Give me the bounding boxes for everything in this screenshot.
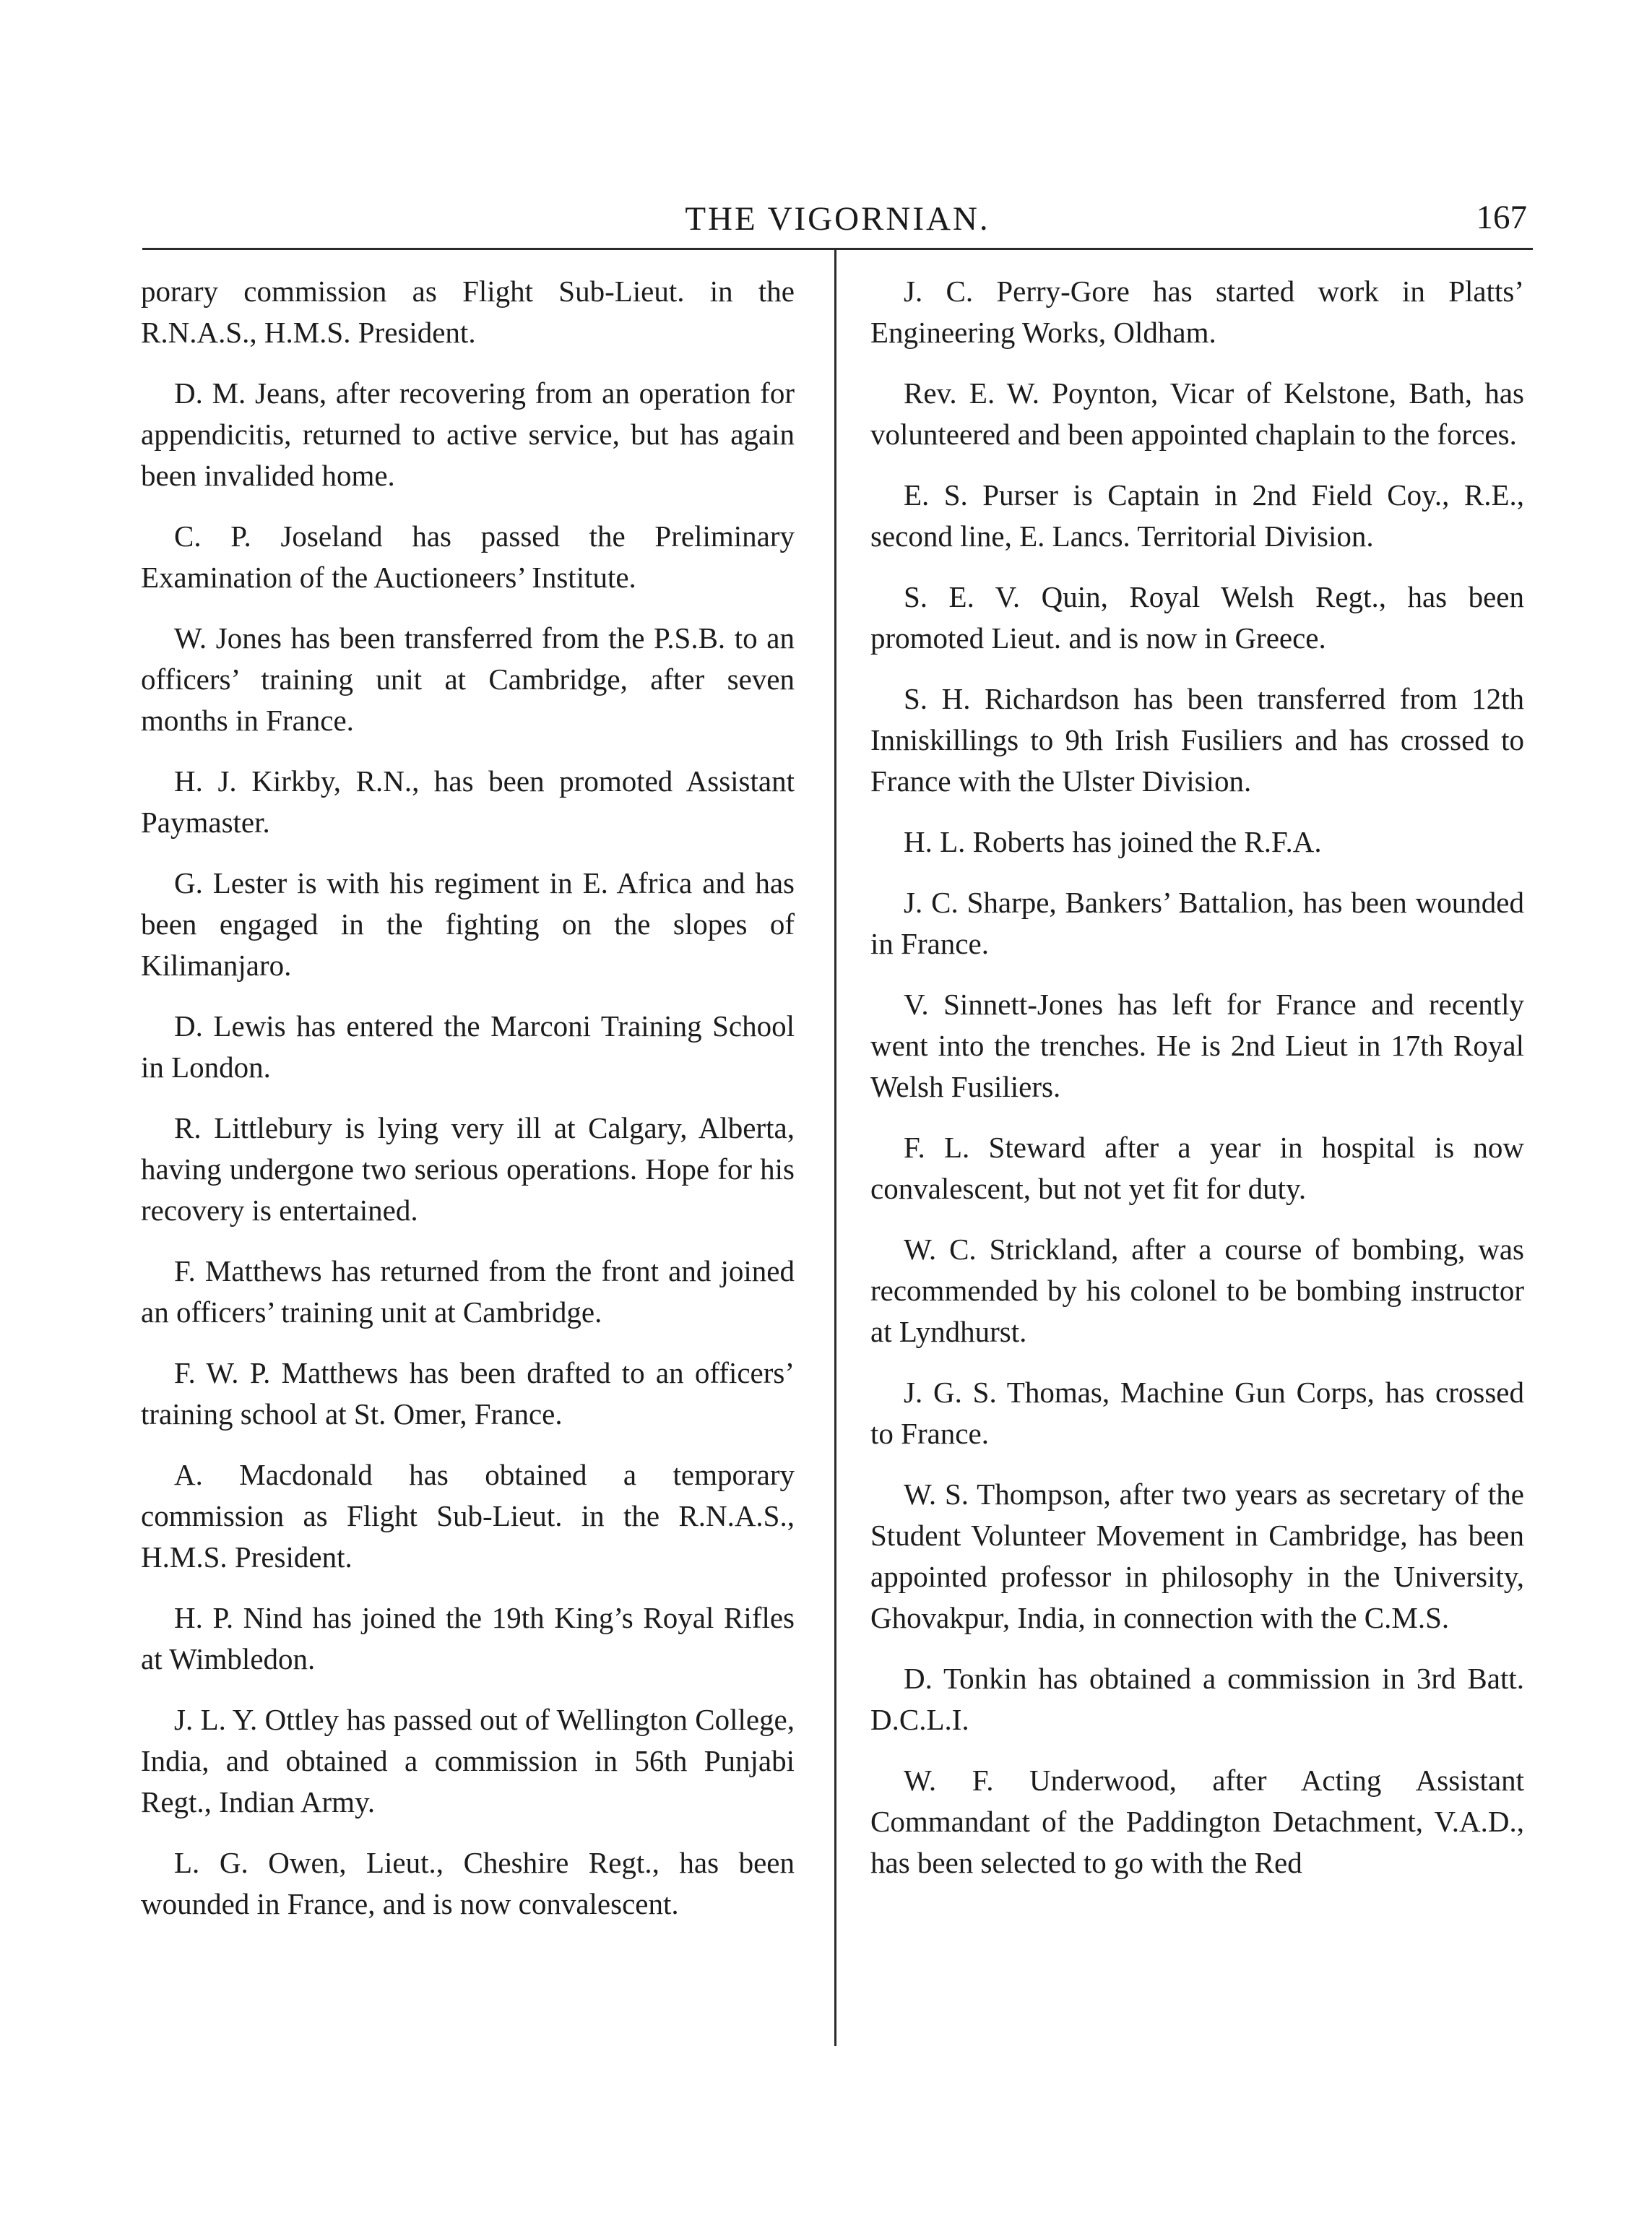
news-entry: porary commission as Flight Sub-Lieut. in the R.N.A.S., H.M.S. President.	[141, 275, 795, 349]
page-number: 167	[1476, 199, 1527, 236]
news-entry: J. L. Y. Ottley has passed out of Wellington College, India, and obtained a commission in 56th Punjabi Regt., Indian Army.	[141, 1703, 795, 1819]
news-entry: W. C. Strickland, after a course of bombing, was recommended by his colonel to be bombing instructor at Lyndhurst.	[870, 1233, 1524, 1348]
news-entry: D. Tonkin has obtained a commission in 3rd Batt. D.C.L.I.	[870, 1662, 1524, 1736]
news-entry: E. S. Purser is Captain in 2nd Field Coy., R.E., second line, E. Lancs. Territorial Division.	[870, 478, 1524, 553]
news-entry: H. L. Roberts has joined the R.F.A.	[904, 825, 1322, 858]
news-entry: D. M. Jeans, after recovering from an operation for appendicitis, returned to active service, but has again been invalided home.	[141, 376, 795, 492]
header-rule	[142, 248, 1533, 250]
news-entry: D. Lewis has entered the Marconi Training School in London.	[141, 1009, 795, 1084]
news-entry: J. C. Sharpe, Bankers’ Battalion, has been wounded in France.	[870, 886, 1524, 960]
news-entry: J. C. Perry-Gore has started work in Platts’ Engineering Works, Oldham.	[870, 275, 1524, 349]
news-entry: F. W. P. Matthews has been drafted to an officers’ training school at St. Omer, France.	[141, 1356, 795, 1431]
news-entry: A. Macdonald has obtained a temporary commission as Flight Sub-Lieut. in the R.N.A.S., H.M.S. President.	[141, 1458, 795, 1574]
news-entry: Rev. E. W. Poynton, Vicar of Kelstone, Bath, has volunteered and been appointed chaplain to the forces.	[870, 376, 1524, 451]
page-header	[142, 194, 1533, 254]
news-entry: S. E. V. Quin, Royal Welsh Regt., has been promoted Lieut. and is now in Greece.	[870, 580, 1524, 655]
news-entry: L. G. Owen, Lieut., Cheshire Regt., has been wounded in France, and is now convalescent.	[141, 1846, 795, 1920]
right-column	[870, 271, 1524, 1903]
news-entry: F. L. Steward after a year in hospital is now convalescent, but not yet fit for duty.	[870, 1131, 1524, 1205]
news-entry: H. P. Nind has joined the 19th King’s Royal Rifles at Wimbledon.	[141, 1601, 795, 1675]
news-entry: V. Sinnett-Jones has left for France and recently went into the trenches. He is 2nd Lieut in 17th Royal Welsh Fusiliers.	[870, 988, 1524, 1103]
news-entry: J. G. S. Thomas, Machine Gun Corps, has crossed to France.	[870, 1376, 1524, 1450]
news-entry: H. J. Kirkby, R.N., has been promoted Assistant Paymaster.	[141, 764, 795, 839]
news-entry: W. Jones has been transferred from the P.S.B. to an officers’ training unit at Cambridge, after seven months in France.	[141, 621, 795, 737]
news-entry: W. F. Underwood, after Acting Assistant Commandant of the Paddington Detachment, V.A.D., has been selected to go with the Red	[870, 1764, 1524, 1879]
news-entry: R. Littlebury is lying very ill at Calgary, Alberta, having undergone two serious operations. Hope for his recovery is entertained.	[141, 1111, 795, 1227]
column-divider	[834, 250, 836, 2046]
journal-title: THE VIGORNIAN.	[685, 200, 990, 238]
news-entry: C. P. Joseland has passed the Preliminary Examination of the Auctioneers’ Institute.	[141, 519, 795, 594]
left-column	[141, 271, 795, 1944]
news-entry: S. H. Richardson has been transferred from 12th Inniskillings to 9th Irish Fusiliers and has crossed to France with the Ulster Division.	[870, 682, 1524, 798]
news-entry: F. Matthews has returned from the front and joined an officers’ training unit at Cambridge.	[141, 1254, 795, 1329]
news-entry: G. Lester is with his regiment in E. Africa and has been engaged in the fighting on the slopes of Kilimanjaro.	[141, 866, 795, 982]
news-entry: W. S. Thompson, after two years as secretary of the Student Volunteer Movement in Cambridge, has been appointed professor in philosophy in the University, Ghovakpur, India, in connection with the C.M.S.	[870, 1477, 1524, 1634]
